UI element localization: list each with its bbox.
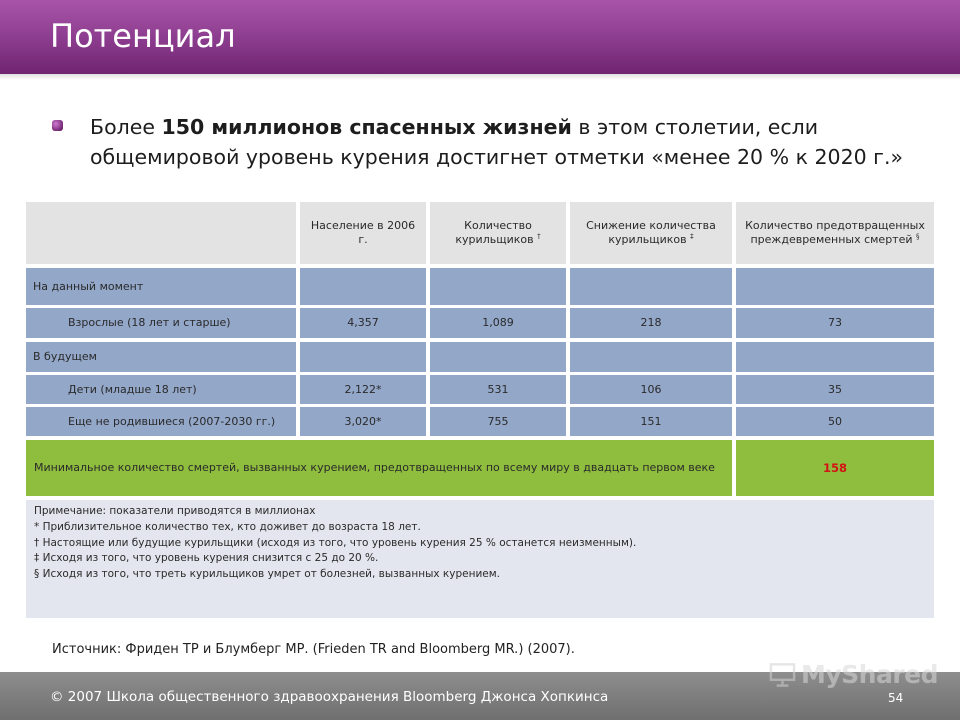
note-line: Примечание: показатели приводятся в миллионах xyxy=(34,505,316,517)
table-cell xyxy=(570,342,732,372)
slide-title: Потенциал xyxy=(50,17,236,55)
header-corner xyxy=(26,202,296,264)
section-future xyxy=(26,342,296,372)
row-children-population xyxy=(300,375,426,404)
value: 50 xyxy=(828,414,842,428)
section-mark: § xyxy=(916,232,920,241)
page-number: 54 xyxy=(888,691,904,705)
value: 1,089 xyxy=(482,316,514,329)
row-unborn-deaths xyxy=(736,407,934,436)
header-reduction xyxy=(570,202,732,264)
headline-part2: в этом столетии, если общемировой уровень курения достигнет отметки «менее 20 % к 2020 г.» xyxy=(90,115,904,169)
note-line: § Исходя из того, что треть курильщиков умрет от болезней, вызванных курением. xyxy=(34,568,500,581)
row-unborn-smokers xyxy=(430,407,566,436)
section-future-label: В будущем xyxy=(33,350,97,363)
header-shadow xyxy=(0,74,960,80)
row-adults-reduction xyxy=(570,308,732,338)
row-unborn-label xyxy=(26,407,296,436)
table-cell xyxy=(300,268,426,305)
note-line: † Настоящие или будущие курильщики (исходя из того, что уровень курения 25 % останется неизменным). xyxy=(34,536,637,549)
table-cell xyxy=(570,268,732,305)
section-current xyxy=(26,268,296,305)
row-adults-population xyxy=(300,308,426,338)
header-population xyxy=(300,202,426,264)
row-children-label xyxy=(26,375,296,404)
section-current-label: На данный момент xyxy=(33,279,144,293)
row-children-reduction xyxy=(570,375,732,404)
row-children-deaths xyxy=(736,375,934,404)
table-cell xyxy=(736,268,934,305)
value: 35 xyxy=(828,382,842,396)
header-smokers xyxy=(430,202,566,264)
headline-part1: Более xyxy=(90,115,162,139)
watermark-logo xyxy=(768,656,938,692)
summary-text: Минимальное количество смертей, вызванных курением, предотвращенных по всему миру в двадцать первом веке xyxy=(34,461,715,474)
header-deaths xyxy=(736,202,934,264)
summary-value: 158 xyxy=(822,461,847,475)
row-adults-deaths xyxy=(736,308,934,338)
value: 218 xyxy=(640,316,662,329)
value: 3,020* xyxy=(344,414,382,428)
header-smokers-text: Количество курильщиков xyxy=(455,219,534,246)
value: 2,122* xyxy=(344,382,382,396)
presentation-icon xyxy=(768,659,797,689)
row-adults-smokers xyxy=(430,308,566,338)
note-line: ‡ Исходя из того, что уровень курения снизится с 25 до 20 %. xyxy=(34,552,379,565)
note-line: * Приблизительное количество тех, кто доживет до возраста 18 лет. xyxy=(34,520,421,533)
headline-bold: 150 миллионов спасенных жизней xyxy=(161,115,572,139)
header-deaths-text: Количество предотвращенных преждевременных смертей xyxy=(745,219,925,246)
dagger-mark: † xyxy=(537,232,541,241)
source-citation: Источник: Фриден ТР и Блумберг МР. (Frieden TR and Bloomberg MR.) (2007). xyxy=(52,642,575,657)
value: 531 xyxy=(487,382,509,396)
summary-label xyxy=(26,440,732,496)
bullet-icon xyxy=(52,120,63,131)
notes-panel xyxy=(26,500,934,618)
table-cell xyxy=(300,342,426,372)
value: 73 xyxy=(828,316,842,329)
headline xyxy=(90,112,930,172)
row-adults-label xyxy=(26,308,296,338)
value: 106 xyxy=(640,382,662,396)
header-reduction-text: Снижение количества курильщиков xyxy=(586,219,716,246)
footer-copyright: © 2007 Школа общественного здравоохранения Bloomberg Джонса Хопкинса xyxy=(50,689,609,705)
row-unborn-text: Еще не родившиеся (2007-2030 гг.) xyxy=(68,414,276,428)
summary-value-cell xyxy=(736,440,934,496)
row-children-text: Дети (младше 18 лет) xyxy=(68,382,197,396)
double-dagger-mark: ‡ xyxy=(690,232,694,241)
value: 4,357 xyxy=(347,316,379,329)
header-population-text: Население в 2006 г. xyxy=(310,219,416,246)
table-cell xyxy=(430,342,566,372)
slide-header xyxy=(0,0,960,74)
value: 755 xyxy=(487,414,509,428)
value: 151 xyxy=(640,414,662,428)
table-cell xyxy=(430,268,566,305)
watermark-text: MyShared xyxy=(800,659,938,689)
table-cell xyxy=(736,342,934,372)
row-unborn-population xyxy=(300,407,426,436)
row-children-smokers xyxy=(430,375,566,404)
row-adults-text: Взрослые (18 лет и старше) xyxy=(68,316,231,329)
row-unborn-reduction xyxy=(570,407,732,436)
